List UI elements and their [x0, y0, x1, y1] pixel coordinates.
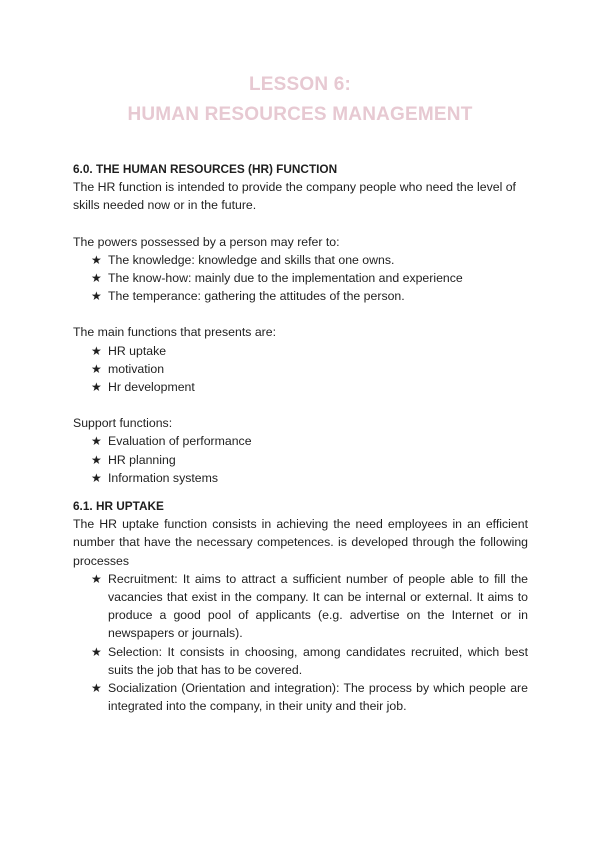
star-icon: ★ [91, 380, 102, 395]
hr-uptake-intro: The HR uptake function consists in achieving the need employees in an efficient number that have the necessary competences. is developed through the following processes [73, 517, 528, 568]
powers-intro: The powers possessed by a person may refer to: [73, 234, 340, 249]
list-item: ★ The knowledge: knowledge and skills that one owns. [91, 251, 528, 269]
lesson-subtitle: HUMAN RESOURCES MANAGEMENT [127, 104, 473, 125]
document-body [73, 160, 528, 715]
star-icon: ★ [91, 452, 102, 467]
list-item: ★ The temperance: gathering the attitudes of the person. [91, 287, 528, 305]
star-icon: ★ [91, 571, 102, 586]
list-item: ★ Information systems [91, 469, 528, 487]
lesson-title: LESSON 6: [248, 74, 352, 95]
star-icon: ★ [91, 681, 102, 696]
list-item: ★ Hr development [91, 378, 528, 396]
section-heading-6-0: 6.0. THE HUMAN RESOURCES (HR) FUNCTION [73, 162, 338, 176]
star-icon: ★ [91, 470, 102, 485]
section-heading-6-1: 6.1. HR UPTAKE [73, 499, 164, 514]
list-item: ★ Selection: It consists in choosing, among candidates recruited, which best suits the job that has to be covered. [91, 644, 528, 677]
star-icon: ★ [91, 361, 102, 376]
star-icon: ★ [91, 343, 102, 358]
list-item: ★ HR planning [91, 451, 528, 469]
list-item: ★ Recruitment: It aims to attract a sufficient number of people able to fill the vacancies that exist in the company. It can be internal or external. It aims to produce a good pool of applicants (e.g. advertise on the Internet or in newspapers or journals). [91, 571, 528, 641]
list-item: ★ motivation [91, 360, 528, 378]
star-icon: ★ [91, 271, 102, 286]
support-functions-list [73, 432, 528, 487]
star-icon: ★ [91, 289, 102, 304]
powers-list [73, 251, 528, 306]
list-item: ★ HR uptake [91, 342, 528, 360]
list-item: ★ The know-how: mainly due to the implementation and experience [91, 269, 528, 287]
list-item: ★ Evaluation of performance [91, 432, 528, 450]
main-functions-intro: The main functions that presents are: [73, 325, 277, 340]
processes-list [73, 570, 528, 716]
star-icon: ★ [91, 434, 102, 449]
star-icon: ★ [91, 644, 102, 659]
list-item: ★ Socialization (Orientation and integration): The process by which people are integrated into the company, in their unity and their job. [91, 681, 528, 714]
star-icon: ★ [91, 252, 102, 267]
support-functions-intro: Support functions: [73, 416, 173, 431]
hr-function-intro: The HR function is intended to provide the company people who need the level of skills needed now or in the future. [73, 180, 516, 213]
main-functions-list [73, 342, 528, 397]
